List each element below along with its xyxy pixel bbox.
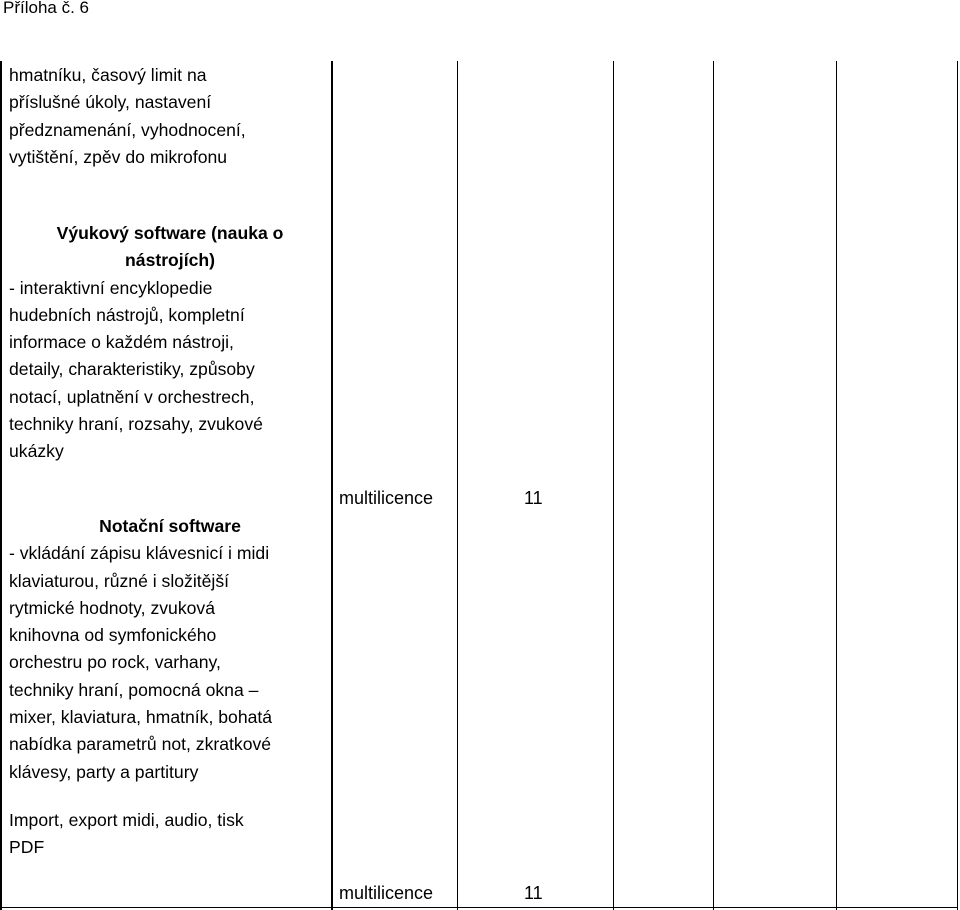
row-3-license: multilicence	[339, 883, 434, 903]
row-3-line: orchestru po rock, varhany,	[9, 652, 221, 673]
table-right-border	[957, 61, 958, 910]
row-3-line: klávesy, party a partitury	[9, 761, 199, 782]
row-1-line: vytištění, zpěv do mikrofonu	[9, 146, 228, 167]
row-3-line: knihovna od symfonického	[9, 625, 217, 646]
row-3-line: rytmické hodnoty, zvuková	[9, 597, 215, 618]
row-3-extra	[9, 807, 331, 862]
row-1-line: hmatníku, časový limit na	[9, 65, 207, 85]
row-3-line: - vkládání zápisu klávesnicí i midi	[9, 543, 270, 564]
row-3-line: mixer, klaviatura, hmatník, bohatá	[9, 707, 273, 728]
row-3-extra-line: Import, export midi, audio, tisk	[9, 810, 244, 830]
row-2-license: multilicence	[339, 488, 434, 508]
column-divider-2	[457, 61, 458, 910]
row-3-line: klaviaturou, různé i složitější	[9, 570, 230, 591]
column-divider-5	[836, 61, 837, 910]
table-left-border	[0, 61, 2, 910]
row-3-line: nabídka parametrů not, zkratkové	[9, 734, 272, 755]
row-2-title: Výukový software (nauka o	[56, 223, 284, 243]
row-3-extra-line: PDF	[9, 837, 45, 858]
row-3-quantity: 11	[524, 883, 543, 903]
column-divider-4	[713, 61, 714, 910]
row-3-line: techniky hraní, pomocná okna –	[9, 679, 259, 700]
row-1-description	[9, 62, 331, 171]
row-2-title: nástrojích)	[125, 250, 215, 271]
row-3-title: Notační software	[99, 516, 241, 536]
column-divider-3	[613, 61, 614, 910]
row-1-line: předznamenání, vyhodnocení,	[9, 119, 246, 140]
page-title: Příloha č. 6	[3, 0, 89, 17]
row-3-description	[9, 513, 331, 786]
row-2-line: detaily, charakteristiky, způsoby	[9, 359, 255, 380]
row-2-description	[9, 220, 331, 466]
row-2-line: notací, uplatnění v orchestrech,	[9, 386, 255, 407]
row-2-line: hudebních nástrojů, kompletní	[9, 304, 245, 325]
row-1-line: příslušné úkoly, nastavení	[9, 92, 212, 113]
row-2-quantity: 11	[524, 488, 543, 508]
column-divider-description	[331, 61, 333, 910]
table-bottom-border	[0, 907, 958, 908]
row-2-line: ukázky	[9, 441, 64, 462]
row-2-line: techniky hraní, rozsahy, zvukové	[9, 414, 263, 435]
row-2-line: informace o každém nástroji,	[9, 332, 234, 353]
row-2-line: - interaktivní encyklopedie	[9, 277, 213, 298]
